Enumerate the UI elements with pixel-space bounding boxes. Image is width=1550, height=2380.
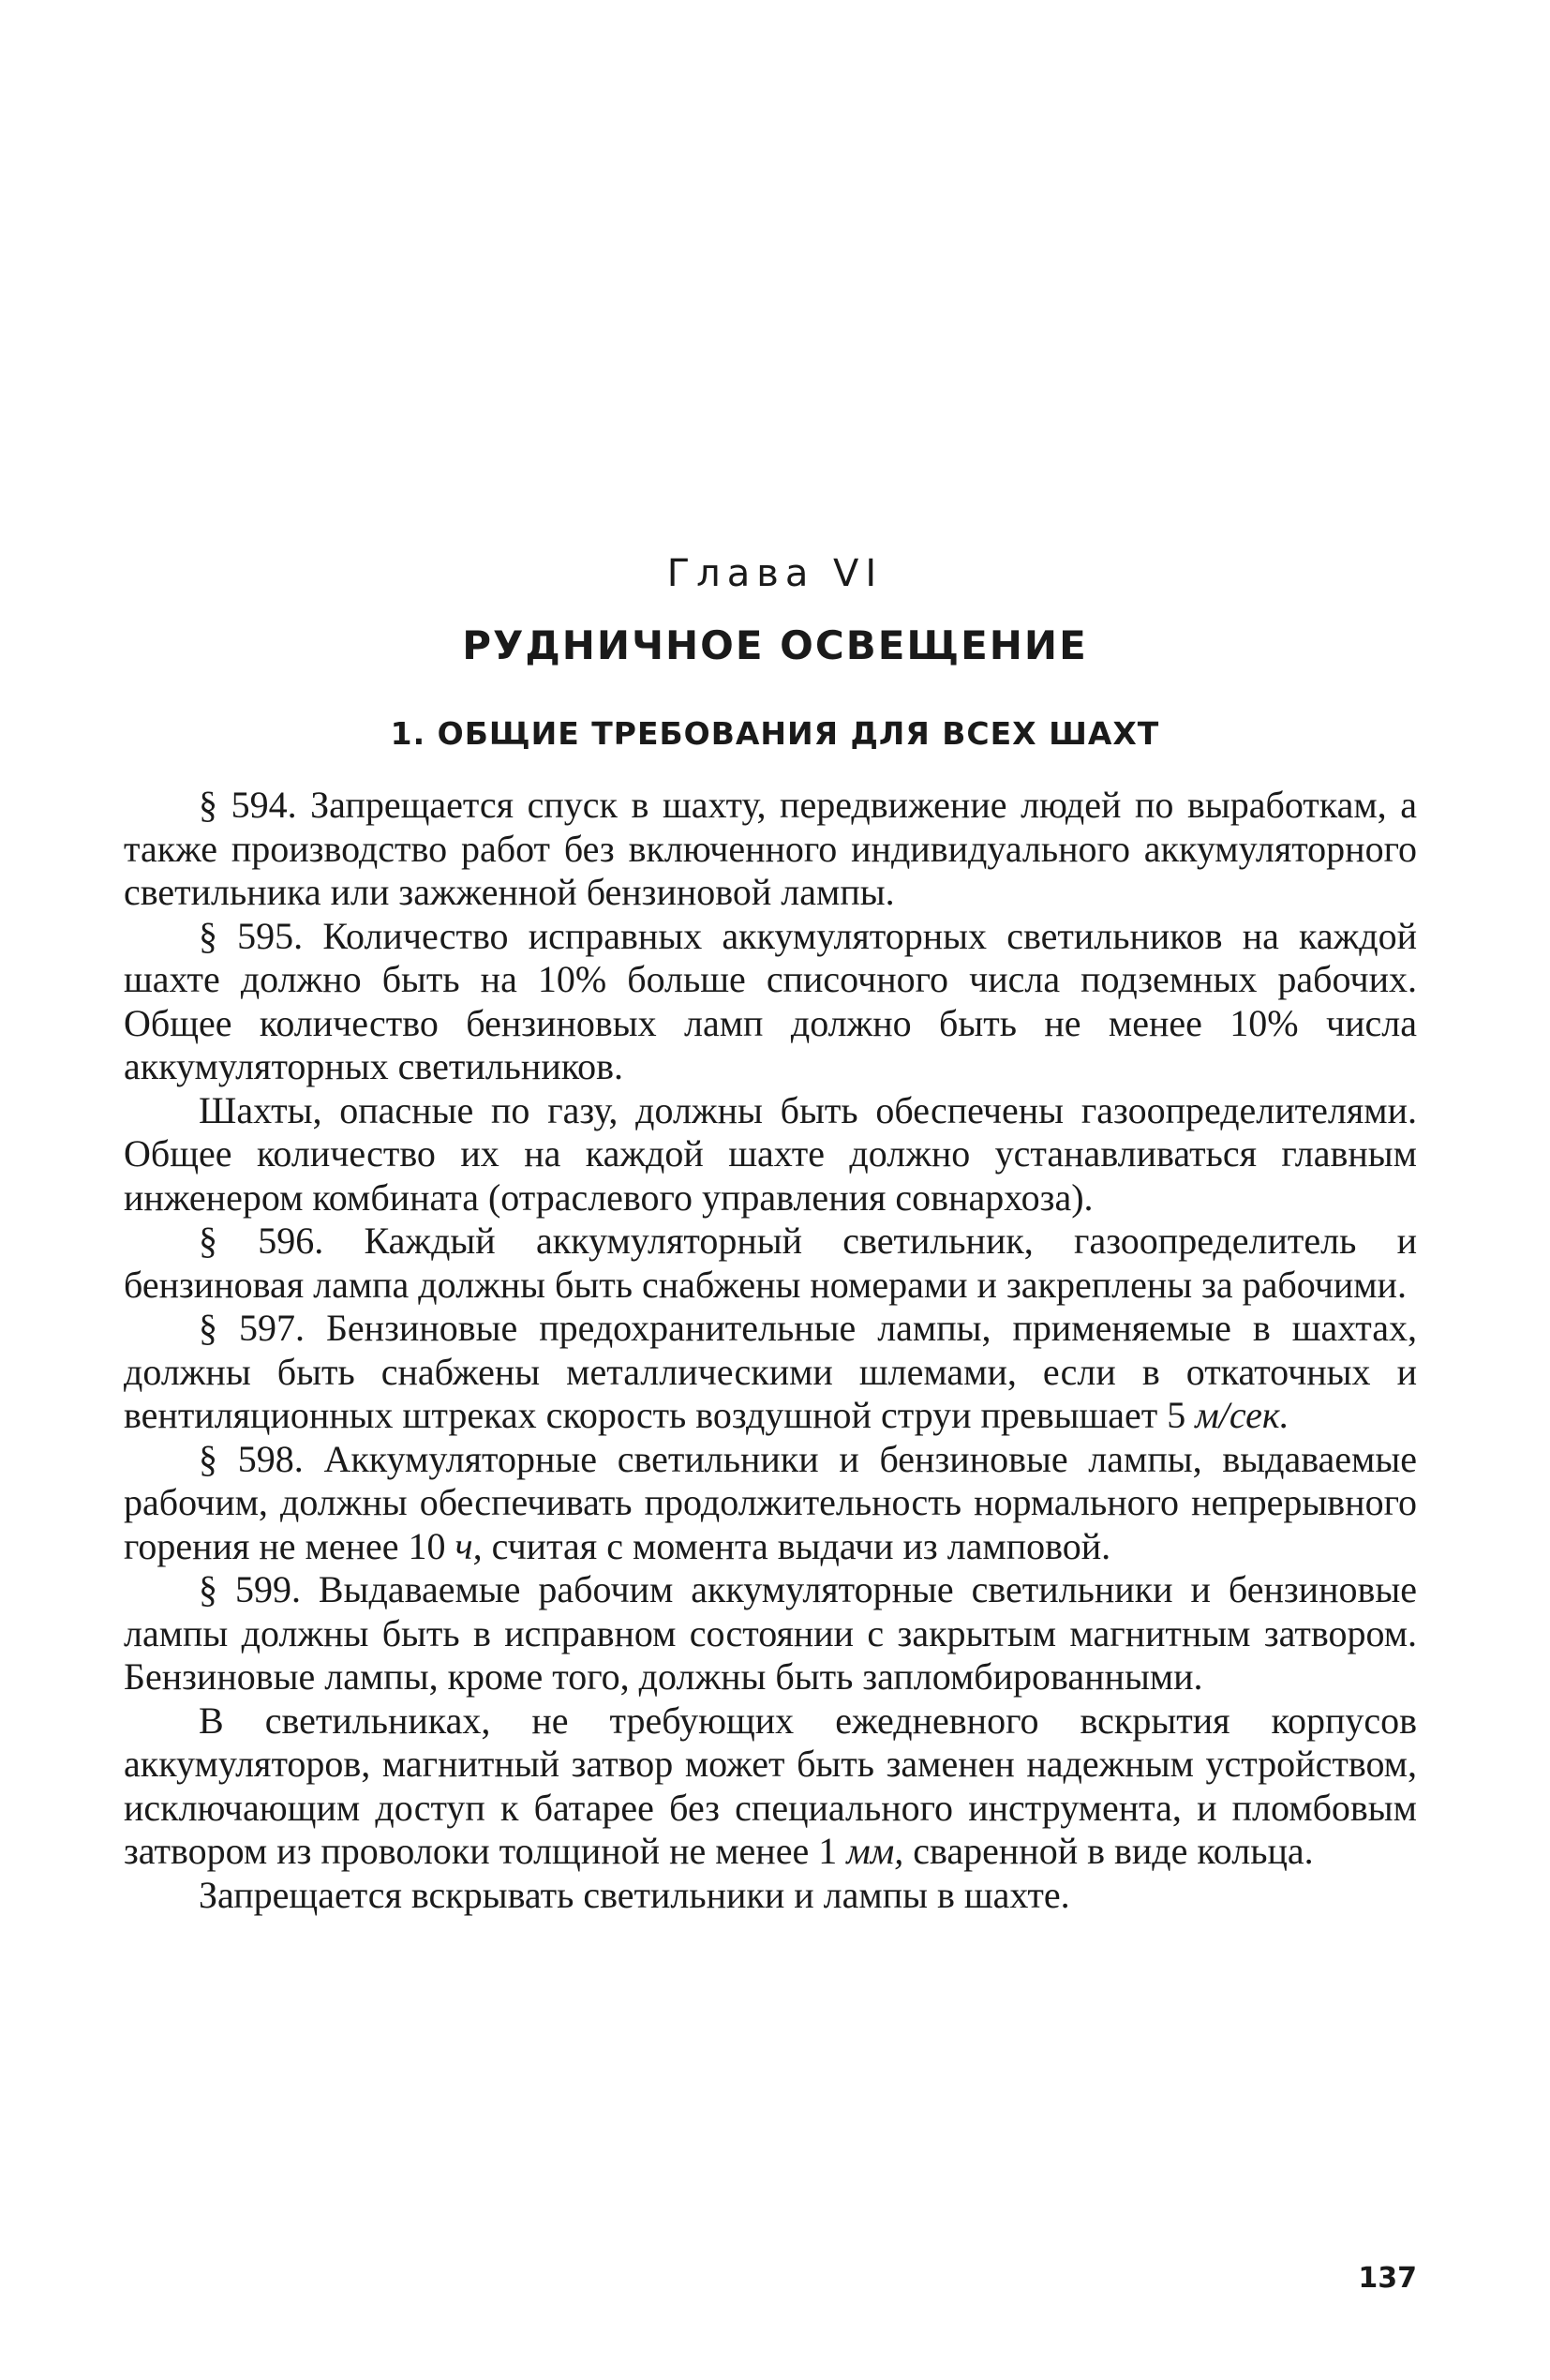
paragraph-599-sealing-text: В светильниках, не требующих ежедневного вскрытия корпусов аккумуляторов, магнитный затвор может быть заменен надежным устройством, исключающим доступ к батарее без специального инструмента, и пломбовым затвором из проволоки толщиной не менее 1 [124,1699,1417,1872]
paragraph-prohibition: Запрещается вскрывать светильники и лампы в шахте. [199,1873,1070,1916]
paragraph-597-text: § 597. Бензиновые предохранительные лампы, применяемые в шахтах, должны быть снабжены металлическими шлемами, если в откаточных и вентиляционных штреках скорость воздушной струи превышает 5 [124,1307,1417,1436]
paragraph-594: § 594. Запрещается спуск в шахту, передвижение людей по выработкам, а также производство работ без включенного индивидуального аккумуляторного светильника или зажженной бензиновой лампы. [124,784,1417,913]
paragraph-599-sealing [124,1699,1417,1874]
paragraph-597 [124,1307,1417,1438]
paragraph-595-gas: Шахты, опасные по газу, должны быть обеспечены газоопределителями. Общее количество их на каждой шахте должно устанавливаться главным инженером комбината (отраслевого управления совнархоза). [124,1088,1417,1219]
chapter-title: РУДНИЧНОЕ ОСВЕЩЕНИЕ [462,622,1088,668]
paragraph-599: § 599. Выдаваемые рабочим аккумуляторные светильники и бензиновые лампы должны быть в исправном состоянии с закрытым магнитным затвором. Бензиновые лампы, кроме того, должны быть запломбированными. [124,1568,1417,1698]
paragraph-598-unit: ч, [455,1524,483,1567]
paragraph-599-sealing-unit: мм, [846,1830,904,1872]
page-number: 137 [1358,2262,1417,2295]
paragraph-597-unit: м/сек. [1195,1394,1289,1436]
chapter-label: Глава VI [666,552,884,595]
paragraph-599-sealing-text-after: сваренной в виде кольца. [903,1830,1314,1872]
paragraph-598-text-after: считая с момента выдачи из ламповой. [482,1524,1111,1567]
section-heading: 1. ОБЩИЕ ТРЕБОВАНИЯ ДЛЯ ВСЕХ ШАХТ [390,715,1160,752]
body-text [124,784,1417,1917]
paragraph-598-text: § 598. Аккумуляторные светильники и бензиновые лампы, выдаваемые рабочим, должны обеспечивать продолжительность нормального непрерывного горения не менее 10 [124,1437,1417,1567]
paragraph-595: § 595. Количество исправных аккумуляторных светильников на каждой шахте должно быть на 10% больше списочного числа подземных рабочих. Общее количество бензиновых ламп должно быть не менее 10% числа аккумуляторных светильников. [124,914,1417,1087]
paragraph-598 [124,1438,1417,1569]
paragraph-596: § 596. Каждый аккумуляторный светильник, газоопределитель и бензиновая лампа должны быть снабжены номерами и закреплены за рабочими. [124,1220,1417,1306]
